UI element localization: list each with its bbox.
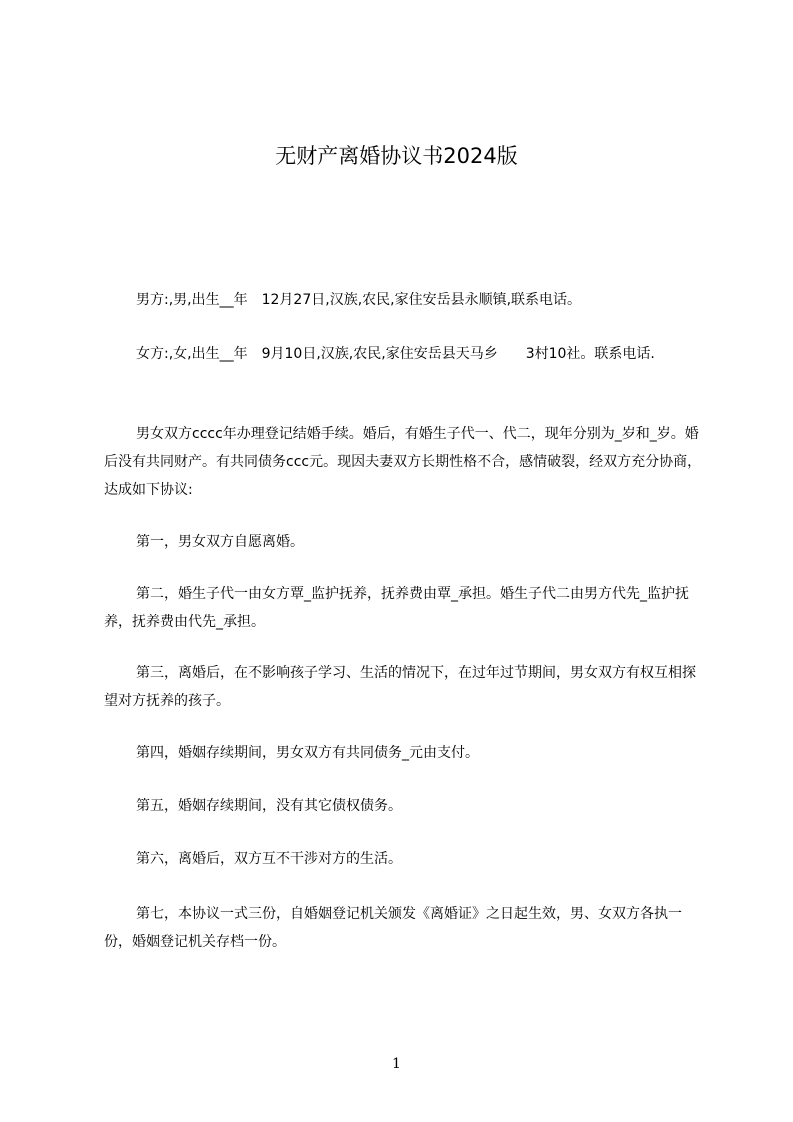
paragraph-background: 男女双方cccc年办理登记结婚手续。婚后，有婚生子代一、代二，现年分别为_岁和_岁。婚后没有共同财产。有共同债务ccc元。现因夫妻双方长期性格不合，感情破裂，经双方充分协商，达成如下协议: [104, 426, 702, 498]
clause-3: 第三，离婚后，在不影响孩子学习、生活的情况下，在过年过节期间，男女双方有权互相探望对方抚养的孩子。 [104, 665, 696, 709]
clause-6: 第六，离婚后，双方互不干涉对方的生活。 [136, 851, 402, 867]
document-title: 无财产离婚协议书2024版 [275, 144, 518, 168]
clause-5: 第五，婚姻存续期间，没有其它债权债务。 [136, 798, 402, 814]
clause-7: 第七，本协议一式三份，自婚姻登记机关颁发《离婚证》之日起生效，男、女双方各执一份，婚姻登记机关存档一份。 [104, 906, 682, 950]
clause-1: 第一，男女双方自愿离婚。 [136, 534, 304, 550]
clause-4: 第四，婚姻存续期间，男女双方有共同债务_元由支付。 [136, 745, 479, 761]
clause-2: 第二，婚生子代一由女方覃_监护抚养，抚养费由覃_承担。婚生子代二由男方代先_监护抚养，抚养费由代先_承担。 [104, 586, 689, 630]
page-number: 1 [392, 1056, 401, 1072]
paragraph-wife-info: 女方:,女,出生__年 9月10日,汉族,农民,家住安岳县天马乡 3村10社。联系电话. [136, 346, 655, 362]
paragraph-husband-info: 男方:,男,出生__年 12月27日,汉族,农民,家住安岳县永顺镇,联系电话。 [136, 292, 582, 308]
